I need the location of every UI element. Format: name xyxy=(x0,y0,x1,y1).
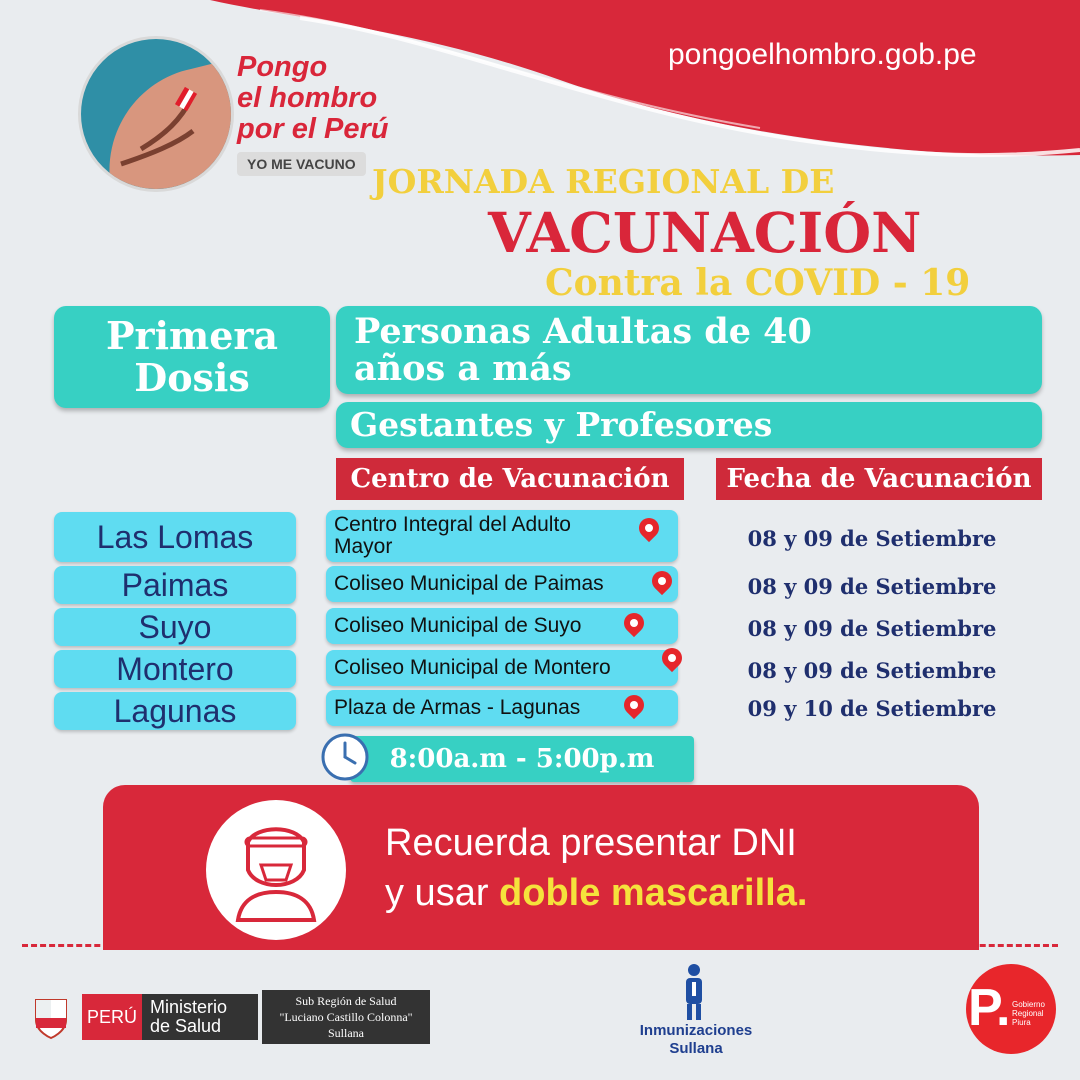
regional-line1: Gobierno xyxy=(1012,1000,1045,1009)
ministry-label xyxy=(142,994,258,1040)
center-suyo xyxy=(326,608,678,644)
arm-vaccine-icon xyxy=(81,39,231,189)
immunization-line2: Sullana xyxy=(669,1040,723,1057)
reminder-prefix: y usar xyxy=(385,872,500,914)
headline-line2: VACUNACIÓN xyxy=(488,200,922,265)
regional-government-logo xyxy=(966,964,1056,1054)
regional-line3: Piura xyxy=(1012,1018,1031,1027)
center-las-lomas-name: Centro Integral del Adulto Mayor xyxy=(334,512,571,558)
reminder-line1: Recuerda presentar DNI xyxy=(385,822,797,864)
peru-coat-of-arms xyxy=(28,994,74,1040)
group-adults-line2: años a más xyxy=(354,348,572,389)
reminder-text xyxy=(385,818,807,918)
ministry-line1: Ministerio xyxy=(150,997,228,1017)
district-paimas: Paimas xyxy=(54,566,296,604)
headline-line1: JORNADA REGIONAL DE xyxy=(372,162,835,201)
date-suyo: 08 y 09 de Setiembre xyxy=(747,615,997,641)
peru-label: PERÚ xyxy=(82,994,142,1040)
header-date: Fecha de Vacunación xyxy=(716,458,1042,500)
date-las-lomas: 08 y 09 de Setiembre xyxy=(747,525,997,551)
dose-label-line1: Primera xyxy=(105,313,279,358)
district-lagunas: Lagunas xyxy=(54,692,296,730)
campaign-logo xyxy=(78,36,234,192)
immunization-label xyxy=(626,1022,766,1058)
regional-text xyxy=(1012,1000,1045,1027)
location-pin-icon[interactable] xyxy=(658,644,686,672)
clock-icon xyxy=(320,732,370,782)
campaign-title xyxy=(237,52,389,145)
center-suyo-name: Coliseo Municipal de Suyo xyxy=(334,613,582,637)
center-lagunas-name: Plaza de Armas - Lagunas xyxy=(334,695,581,719)
group-adults xyxy=(336,306,1042,394)
group-adults-line1: Personas Adultas de 40 xyxy=(354,311,812,352)
reminder-line2 xyxy=(385,868,807,918)
district-las-lomas: Las Lomas xyxy=(54,512,296,562)
face-shield-icon xyxy=(206,800,346,940)
location-pin-icon[interactable] xyxy=(648,567,676,595)
campaign-title-line2: el hombro xyxy=(237,82,378,114)
subregion-line2: "Luciano Castillo Colonna" xyxy=(279,1010,413,1024)
location-pin-icon[interactable] xyxy=(635,514,663,542)
subregion-label xyxy=(262,990,430,1044)
district-suyo: Suyo xyxy=(54,608,296,646)
center-lagunas xyxy=(326,690,678,726)
location-pin-icon[interactable] xyxy=(620,691,648,719)
date-lagunas: 09 y 10 de Setiembre xyxy=(747,695,997,721)
dose-label xyxy=(54,306,330,408)
subregion-line3: Sullana xyxy=(328,1026,364,1040)
regional-line2: Regional xyxy=(1012,1009,1044,1018)
footer-divider xyxy=(22,944,1058,947)
center-montero-name: Coliseo Municipal de Montero xyxy=(334,655,611,679)
ministry-line2: de Salud xyxy=(150,1016,222,1036)
campaign-title-line1: Pongo xyxy=(237,51,328,83)
campaign-badge: YO ME VACUNO xyxy=(237,152,366,176)
header-center: Centro de Vacunación xyxy=(336,458,684,500)
center-paimas xyxy=(326,566,678,602)
immunization-icon xyxy=(674,962,714,1022)
headline-line3: Contra la COVID - 19 xyxy=(545,262,971,304)
reminder-highlight: doble mascarilla. xyxy=(499,872,808,914)
campaign-title-line3: por el Perú xyxy=(237,113,389,145)
district-montero: Montero xyxy=(54,650,296,688)
date-paimas: 08 y 09 de Setiembre xyxy=(747,573,997,599)
regional-letter: P. xyxy=(968,979,1011,1037)
immunization-line1: Inmunizaciones xyxy=(639,1022,753,1039)
schedule-time: 8:00a.m - 5:00p.m xyxy=(350,736,694,782)
website-url[interactable]: pongoelhombro.gob.pe xyxy=(668,38,977,71)
group-others: Gestantes y Profesores xyxy=(336,402,1042,448)
subregion-line1: Sub Región de Salud xyxy=(295,994,397,1008)
center-montero xyxy=(326,650,678,686)
center-paimas-name: Coliseo Municipal de Paimas xyxy=(334,571,604,595)
date-montero: 08 y 09 de Setiembre xyxy=(747,657,997,683)
location-pin-icon[interactable] xyxy=(620,609,648,637)
dose-label-line2: Dosis xyxy=(134,355,250,400)
center-las-lomas xyxy=(326,510,678,562)
